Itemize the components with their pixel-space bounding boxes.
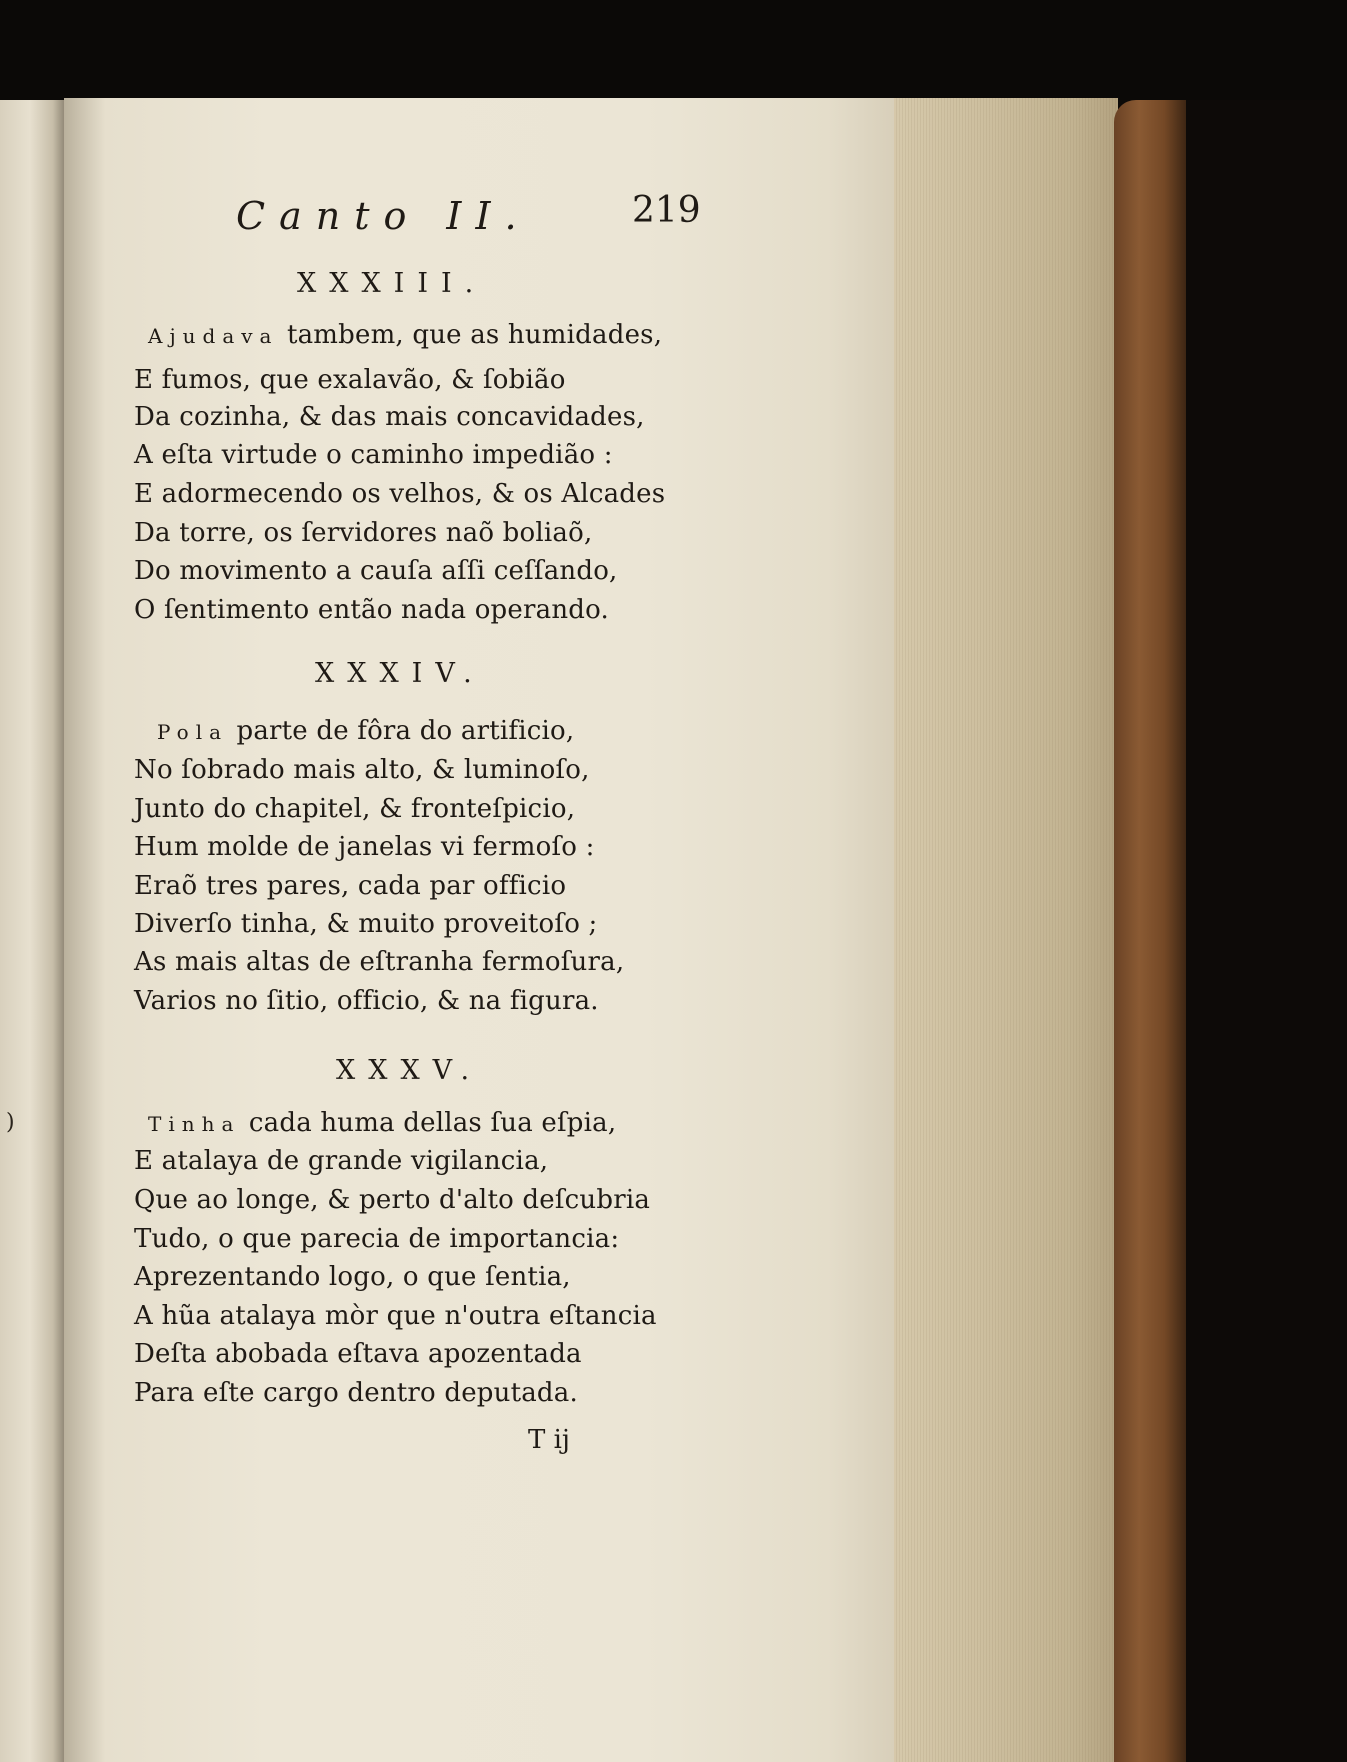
verse-line: Da torre, os ſervidores naõ boliaõ,	[134, 518, 593, 548]
verse-line: E fumos, que exalavão, & ſobião	[134, 365, 566, 395]
verse-line: Para eſte cargo dentro deputada.	[134, 1378, 578, 1408]
verse-line: Hum molde de janelas vi fermoſo :	[134, 832, 595, 862]
verse-line: Que ao longe, & perto d'alto deſcubria	[134, 1185, 651, 1215]
stanza-number: XXXV.	[336, 1055, 483, 1086]
running-head: Canto II.	[236, 194, 531, 238]
verse-line: Da cozinha, & das mais concavidades,	[134, 402, 645, 432]
verse-line: Eraõ tres pares, cada par officio	[134, 871, 567, 901]
previous-page-edge	[0, 100, 66, 1762]
verse-line: As mais altas de eſtranha fermoſura,	[134, 947, 625, 977]
verse-line: Diverſo tinha, & muito proveitoſo ;	[134, 909, 598, 939]
verse-initial-word: Ajudava	[148, 324, 279, 348]
verse-line: Junto do chapitel, & fronteſpicio,	[134, 794, 576, 824]
signature-mark: T ij	[528, 1425, 570, 1455]
verse-line: Varios no ſitio, officio, & na figura.	[134, 986, 599, 1016]
verse-line: O ſentimento então nada operando.	[134, 595, 609, 625]
verse-line-rest: tambem, que as humidades,	[278, 320, 663, 350]
verse-line: E atalaya de grande vigilancia,	[134, 1146, 549, 1176]
verse-line	[157, 718, 574, 744]
page-edges	[890, 98, 1118, 1762]
verse-line	[148, 1110, 616, 1136]
verse-line: Do movimento a cauſa aſſi ceſſando,	[134, 556, 618, 586]
verse-initial-word: Pola	[157, 720, 229, 744]
verse-line: Aprezentando logo, o que ſentia,	[134, 1262, 571, 1292]
stanza-number: XXXIII.	[297, 268, 487, 299]
verse-line: E adormecendo os velhos, & os Alcades	[134, 479, 666, 509]
verse-line: A eſta virtude o caminho impedião :	[134, 440, 613, 470]
page-number: 219	[632, 190, 701, 231]
verse-line	[148, 322, 662, 348]
verse-line-rest: parte de fôra do artificio,	[228, 716, 575, 746]
left-page-mark: )	[6, 1110, 15, 1135]
background-shadow	[0, 0, 1347, 100]
verse-line-rest: cada huma dellas ſua eſpia,	[240, 1108, 617, 1138]
leather-binding	[1114, 100, 1186, 1762]
verse-line: Tudo, o que parecia de importancia:	[134, 1224, 620, 1254]
verse-line: A hũa atalaya mòr que n'outra eſtancia	[134, 1301, 657, 1331]
verse-initial-word: Tinha	[148, 1112, 241, 1136]
verse-line: Deſta abobada eſtava apozentada	[134, 1339, 582, 1369]
verse-line: No ſobrado mais alto, & luminoſo,	[134, 755, 590, 785]
stanza-number: XXXIV.	[315, 658, 485, 689]
